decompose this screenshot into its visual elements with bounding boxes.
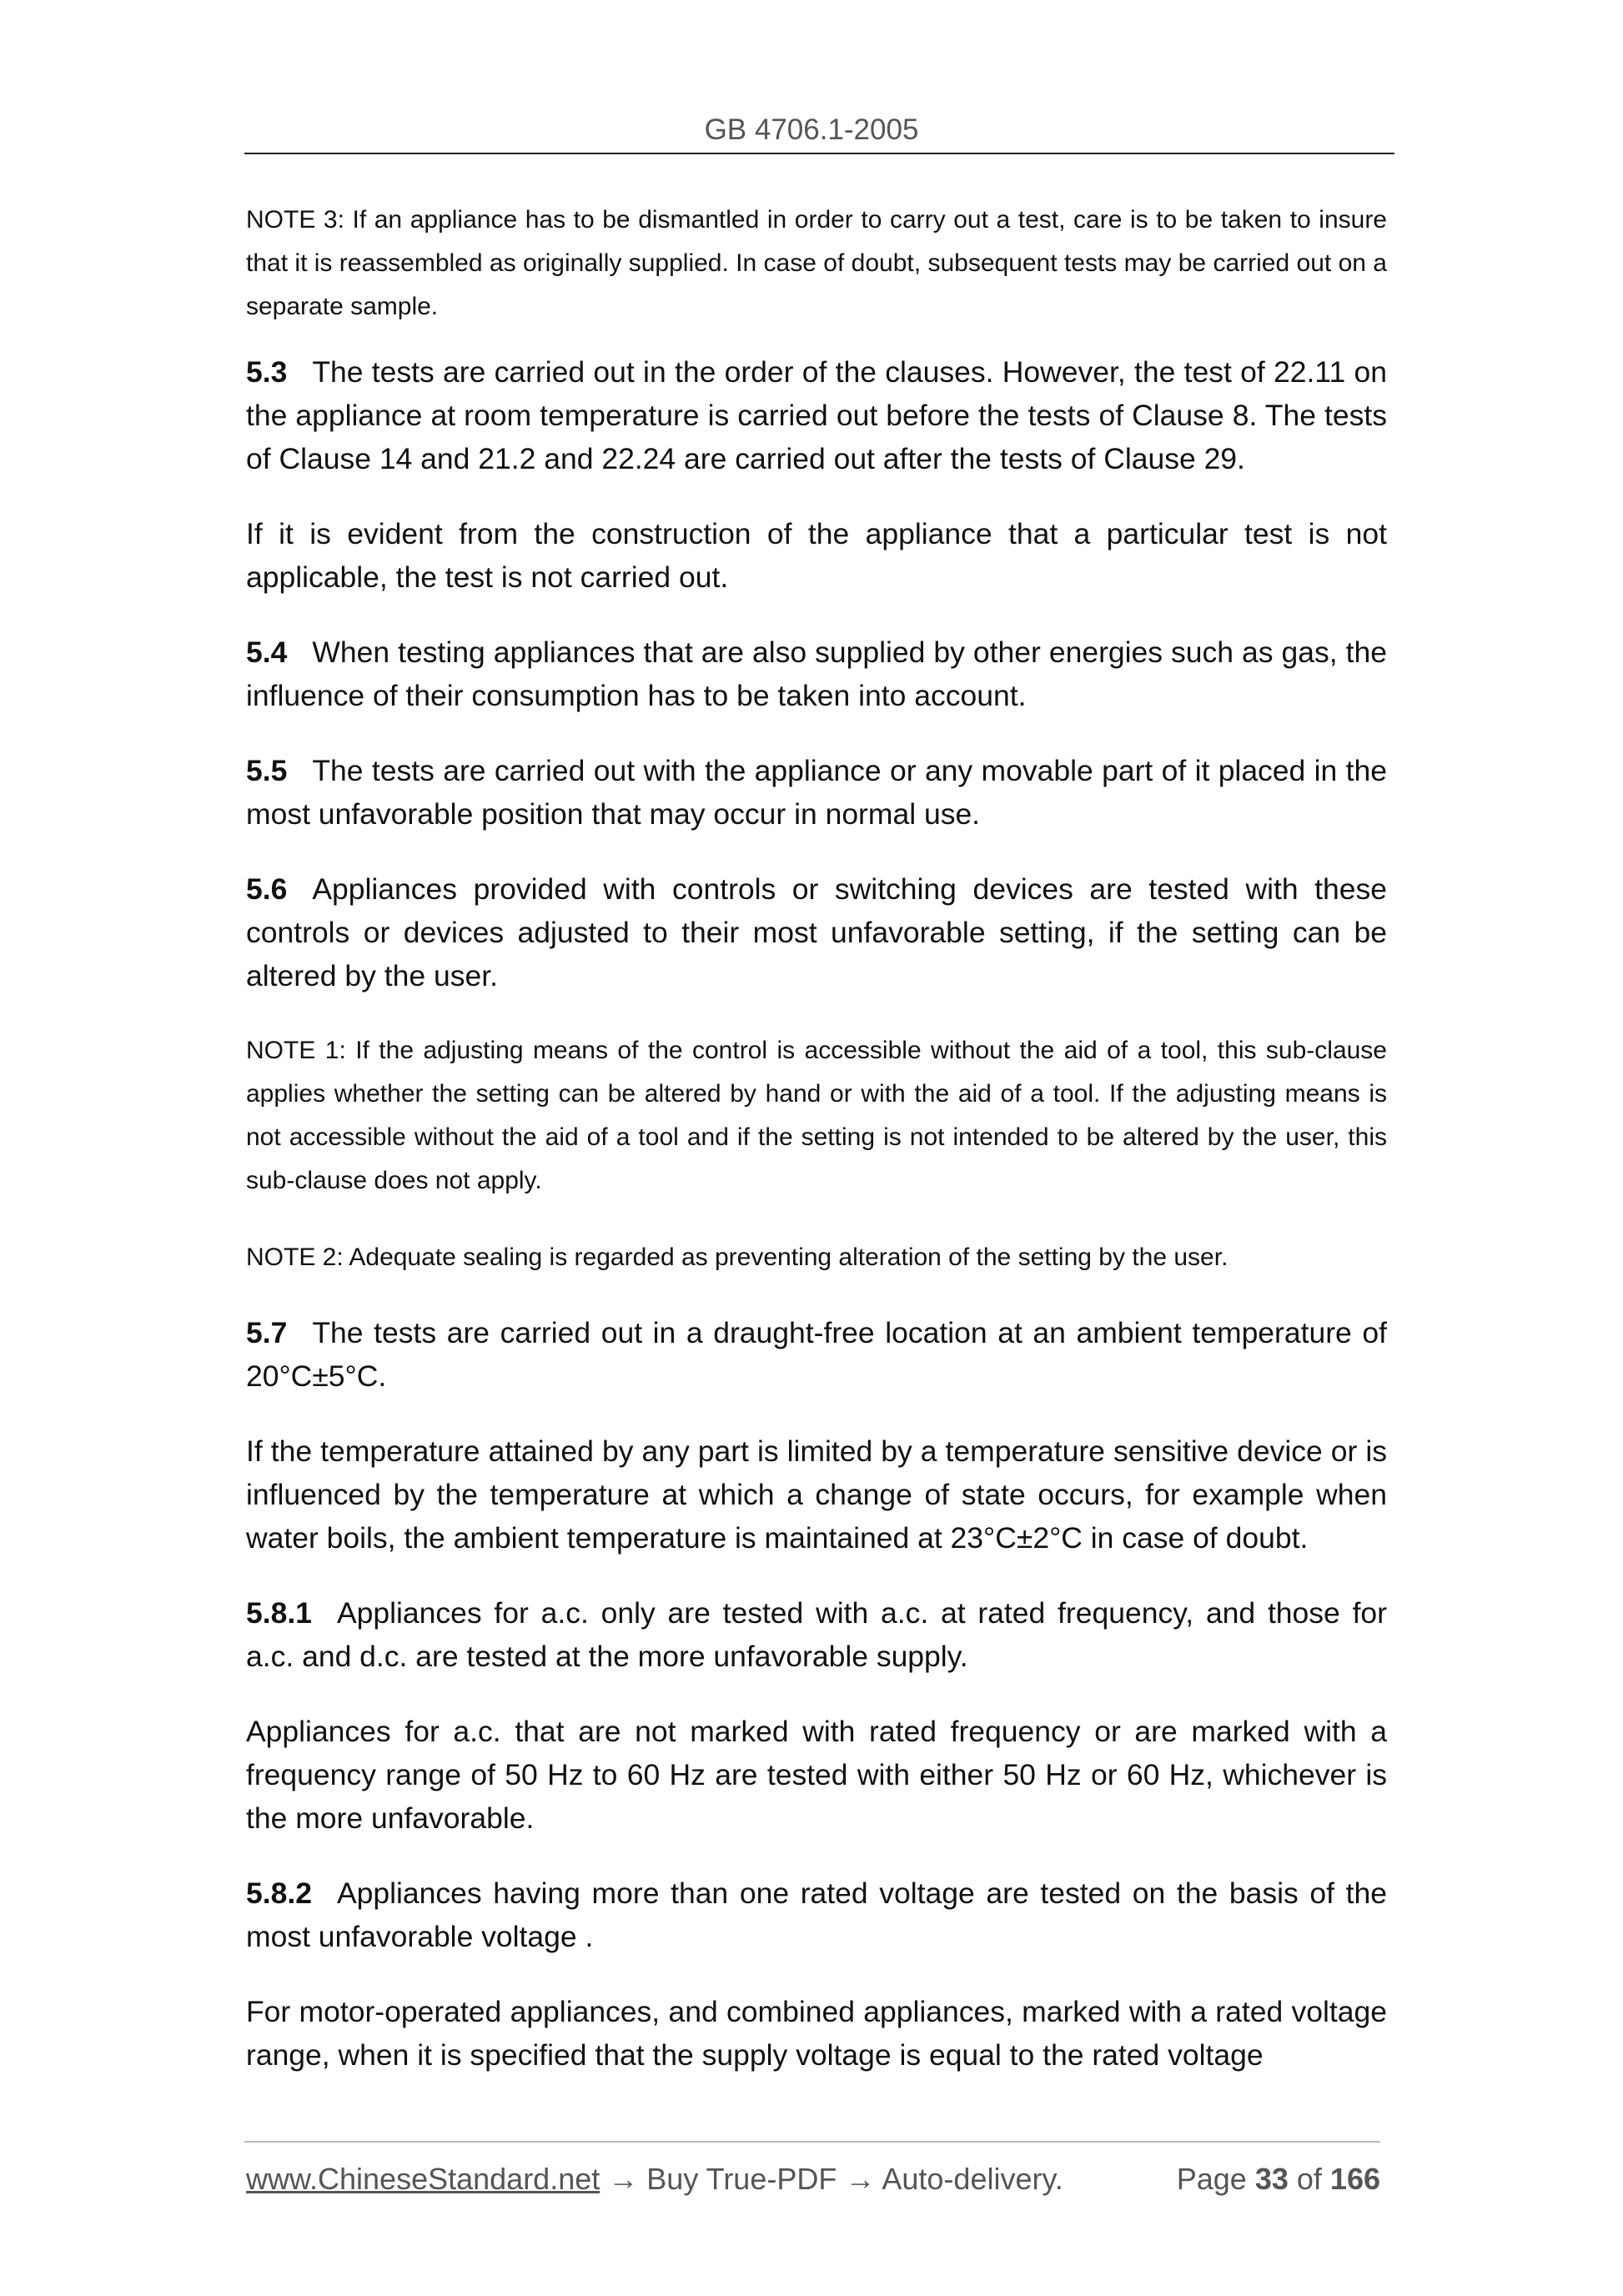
buy-true-pdf-text: Buy True-PDF: [646, 2162, 837, 2196]
section-number: 5.5: [246, 754, 288, 787]
section-5-8-1-paragraph-2: Appliances for a.c. that are not marked with rated frequency or are marked with a frequency range of 50 Hz to 60 Hz are tested with either 50 Hz or 60 Hz, whichever is the more unfavorable.: [246, 1715, 1387, 1835]
note-2: NOTE 2: Adequate sealing is regarded as preventing alteration of the setting by the user.: [246, 1243, 1229, 1271]
note-1: NOTE 1: If the adjusting means of the control is accessible without the aid of a tool, this sub-clause applies whether the setting can be altered by hand or with the aid of a tool. If the adjusting means is not accessible without the aid of a tool and if the setting is not intended to be altered by the user, this sub-clause does not apply.: [246, 1037, 1387, 1194]
auto-delivery-text: Auto-delivery.: [882, 2162, 1063, 2196]
section-text: The tests are carried out in a draught-free location at an ambient temperature of 20°C±5°C.: [246, 1316, 1387, 1393]
page-number: [1177, 2162, 1380, 2197]
section-text: Appliances having more than one rated voltage are tested on the basis of the most unfavorable voltage .: [246, 1876, 1387, 1953]
section-5-6: [246, 867, 1387, 997]
document-header: GB 4706.1-2005: [704, 113, 919, 146]
section-number: 5.4: [246, 636, 288, 669]
section-number: 5.7: [246, 1316, 288, 1349]
arrow-right-icon: →: [608, 2162, 639, 2196]
current-page: 33: [1254, 2162, 1289, 2196]
section-5-8-2-paragraph-2: For motor-operated appliances, and combined appliances, marked with a rated voltage range, when it is specified that the supply voltage is equal to the rated voltage: [246, 1995, 1387, 2072]
section-5-4: [246, 631, 1387, 717]
footer-divider: [244, 2141, 1380, 2143]
section-5-3-paragraph-2: If it is evident from the construction of the appliance that a particular test is not applicable, the test is not carried out.: [246, 517, 1387, 594]
section-5-8-2: [246, 1871, 1387, 1958]
section-5-7-paragraph-2: If the temperature attained by any part is limited by a temperature sensitive device or is influenced by the temperature at which a change of state occurs, for example when water boils, the ambient temperature is maintained at 23°C±2°C in case of doubt.: [246, 1434, 1387, 1555]
section-text: Appliances for a.c. only are tested with a.c. at rated frequency, and those for a.c. and d.c. are tested at the more unfavorable supply.: [246, 1596, 1387, 1673]
section-number: 5.3: [246, 355, 288, 389]
note-3: NOTE 3: If an appliance has to be dismantled in order to carry out a test, care is to be taken to insure that it is reassembled as originally supplied. In case of doubt, subsequent tests may be carried out on a separate sample.: [246, 206, 1387, 320]
section-number: 5.8.1: [246, 1596, 312, 1630]
section-5-8-1: [246, 1591, 1387, 1678]
page-of-label: of: [1296, 2162, 1322, 2196]
header-divider: [244, 153, 1394, 154]
section-text: The tests are carried out in the order of the clauses. However, the test of 22.11 on the appliance at room temperature is carried out before the tests of Clause 8. The tests of Clause 14 and 21.2 and 22.24 are carried out after the tests of Clause 29.: [246, 355, 1387, 475]
section-5-3: [246, 350, 1387, 480]
page-label: Page: [1176, 2162, 1247, 2196]
section-text: The tests are carried out with the appliance or any movable part of it placed in the most unfavorable position that may occur in normal use.: [246, 754, 1387, 831]
total-pages: 166: [1329, 2162, 1380, 2196]
arrow-right-icon: →: [845, 2162, 876, 2196]
section-5-5: [246, 749, 1387, 836]
website-link[interactable]: www.ChineseStandard.net: [246, 2162, 600, 2196]
document-body: [246, 198, 1387, 2077]
section-number: 5.6: [246, 872, 288, 906]
section-text: Appliances provided with controls or switching devices are tested with these controls or devices adjusted to their most unfavorable setting, if the setting can be altered by the user.: [246, 872, 1387, 992]
footer-promo: [246, 2162, 1063, 2197]
section-5-7: [246, 1311, 1387, 1398]
section-number: 5.8.2: [246, 1876, 312, 1910]
section-text: When testing appliances that are also supplied by other energies such as gas, the influence of their consumption has to be taken into account.: [246, 636, 1387, 712]
